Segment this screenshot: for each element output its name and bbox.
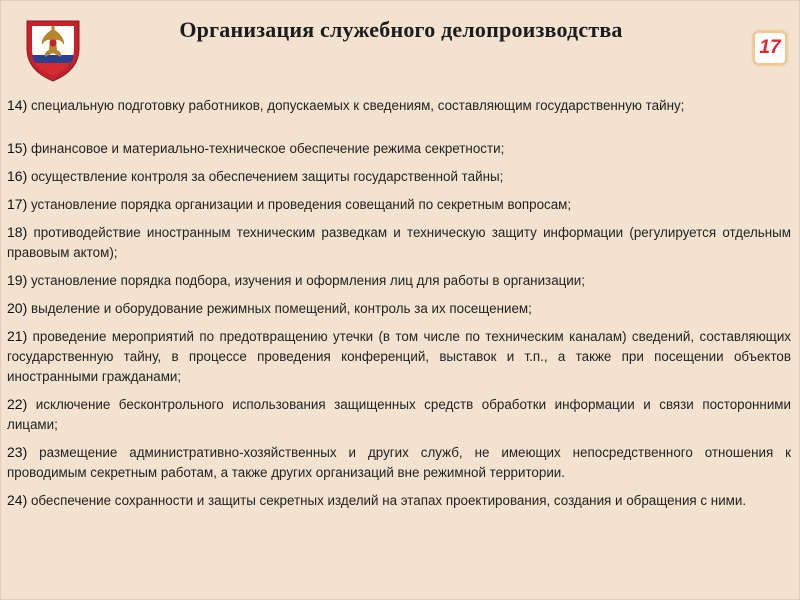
list-item: 15) финансовое и материально-техническое обеспечение режима секретности; (7, 140, 505, 156)
list-item: 24) обеспечение сохранности и защиты секретных изделий на этапах проектирования, создания и обращения с ними. (7, 492, 747, 508)
list-item: 19) установление порядка подбора, изучения и оформления лиц для работы в организации; (7, 272, 585, 288)
list-item: 18) противодействие иностранным техническим разведкам и техническую защиту информации (регулируется отдельным правовым актом); (7, 224, 791, 260)
list-item: 16) осуществление контроля за обеспечением защиты государственной тайны; (7, 168, 504, 184)
list-item: 20) выделение и оборудование режимных помещений, контроль за их посещением; (7, 300, 532, 316)
list-item: 21) проведение мероприятий по предотвращению утечки (в том числе по техническим каналам) сведений, составляющих государственную тайну, в процессе проведения конференций, выставок и т.п., а также при посещении объектов иностранными гражданами; (7, 328, 791, 384)
page-number-badge (753, 31, 787, 65)
slide-title: Организация служебного делопроизводства (179, 17, 623, 42)
list-item: 22) исключение бесконтрольного использования защищенных средств обработки информации и связи посторонними лицами; (7, 396, 791, 432)
russian-emblem-shield-icon (23, 17, 83, 83)
numbered-list (7, 95, 791, 518)
list-item: 23) размещение административно-хозяйственных и других служб, не имеющих непосредственного отношения к проводимым секретным работам, а также других организаций вне режимной территории. (7, 444, 791, 480)
list-item: 17) установление порядка организации и проведения совещаний по секретным вопросам; (7, 196, 572, 212)
list-item: 14) специальную подготовку работников, допускаемых к сведениям, составляющим государственную тайну; (7, 97, 685, 113)
page-number: 17 (759, 37, 781, 58)
